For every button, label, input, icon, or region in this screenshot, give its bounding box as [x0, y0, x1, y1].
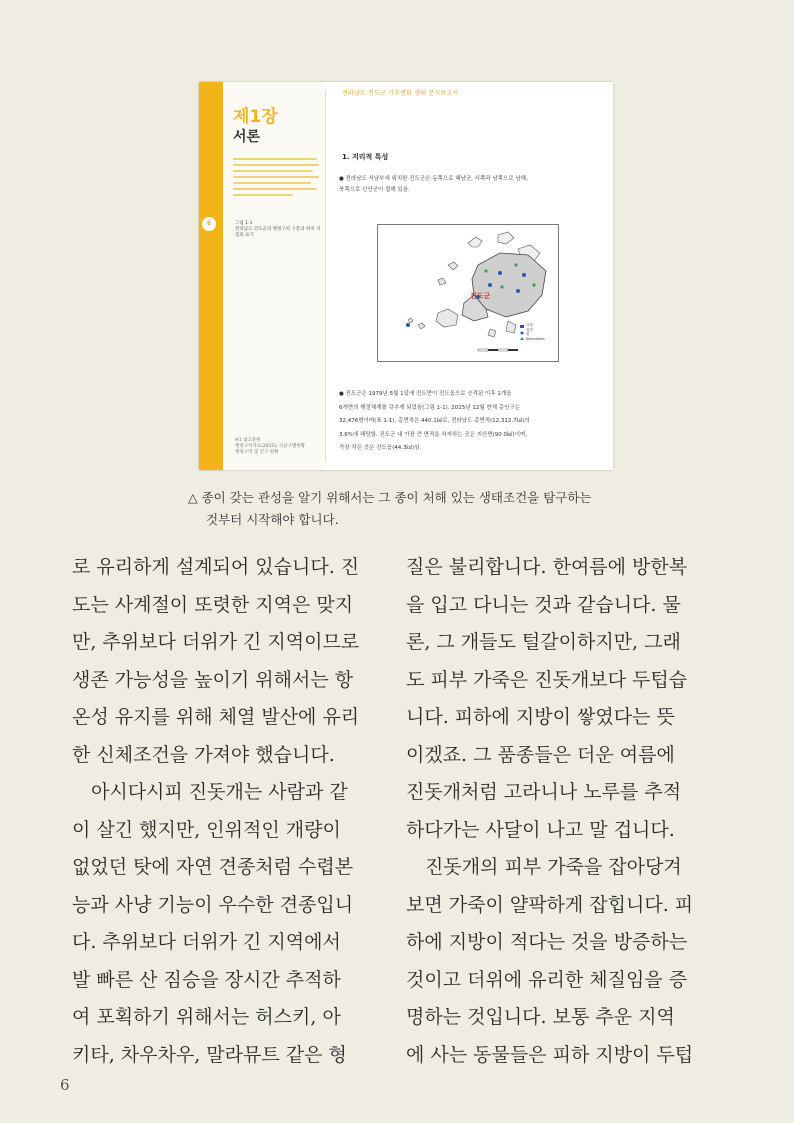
text-line: 한 신체조건을 가져야 했습니다. — [72, 743, 335, 766]
report-page-figure — [199, 82, 613, 470]
text-line: 도 피부 가죽은 진돗개보다 두텁습 — [406, 668, 688, 691]
left-column — [72, 549, 372, 1074]
text-line: 여 포획하기 위해서는 허스키, 아 — [72, 1006, 341, 1028]
section-title: 1. 지리적 특성 — [342, 153, 389, 161]
chapter-color-band — [199, 82, 223, 470]
caption-line-2: 것부터 시작해야 합니다. — [206, 512, 339, 527]
text-line: 명하는 것입니다. 보통 추운 지역 — [406, 1006, 675, 1028]
text-line: 하다가는 사달이 나고 말 겁니다. — [406, 818, 675, 841]
map-legend — [526, 323, 545, 341]
text-line: 하에 지방이 적다는 것을 방증하는 — [406, 931, 688, 953]
figure-side-caption: 그림 1-1 전라남도 진도군의 행정구역 구분과 위치 지점의 표기 — [235, 221, 321, 238]
text-line: 질은 불리합니다. 한여름에 방한복 — [406, 556, 688, 578]
figure-caption — [188, 487, 628, 531]
text-line: 이겠죠. 그 품종들은 더운 여름에 — [406, 743, 675, 766]
chapter-title: 서론 — [233, 129, 261, 145]
text-line: 온성 유지를 위해 체열 발산에 유리 — [72, 706, 360, 728]
bullet-paragraph-1: ● 전라남도 서남부에 위치한 진도군은 동쪽으로 해남군, 서쪽과 남쪽으로 남해, 북쪽으로 신안군이 접해 있음. — [339, 176, 528, 193]
chapter-intro-text — [233, 158, 319, 210]
text-line: 니다. 피하에 지방이 쌓였다는 뜻 — [406, 706, 675, 728]
sidebar-divider — [325, 90, 326, 462]
map-region-label: 진도군 — [470, 292, 491, 300]
legend-item: 섬 — [526, 332, 530, 336]
text-line: 없었던 탓에 자연 견종처럼 수렵본 — [72, 856, 354, 878]
report-header: 전라남도 진도군 기후변화 생태 분석보고서 — [342, 90, 459, 97]
right-column — [406, 549, 706, 1074]
caption-line-1: △ 종이 갖는 관성을 알기 위해서는 그 종이 처해 있는 생태조건을 탐구하는 — [188, 490, 592, 505]
legend-item: 읍면 — [526, 327, 533, 332]
text-line: 능과 사냥 기능이 우수한 견종입니 — [72, 893, 354, 916]
text-line: 보면 가죽이 얄팍하게 잡힙니다. 피 — [406, 893, 694, 916]
text-line: 것이고 더위에 유리한 체질임을 증 — [406, 968, 688, 991]
legend-item: Kilometers — [526, 336, 545, 341]
text-line: 을 입고 다니는 것과 같습니다. 물 — [406, 593, 681, 616]
text-line: 아시다시피 진돗개는 사람과 같 — [72, 781, 348, 803]
text-line: 생존 가능성을 높이기 위해서는 항 — [72, 668, 354, 691]
text-line: 진돗개처럼 고라니나 노루를 추적 — [406, 781, 682, 803]
text-line: 에 사는 동물들은 피하 지방이 두텁 — [406, 1043, 694, 1066]
chapter-number: 제1장 — [233, 107, 278, 127]
text-line: 키타, 차우차우, 말라뮤트 같은 형 — [72, 1043, 347, 1066]
text-line: 로 유리하게 설계되어 있습니다. 진 — [72, 556, 360, 578]
text-line: 도는 사계절이 또렷한 지역은 맞지 — [72, 593, 354, 616]
text-line: 론, 그 개들도 털갈이하지만, 그래 — [406, 631, 681, 653]
legend-item: 시청 — [526, 323, 533, 327]
text-line: 진돗개의 피부 가죽을 잡아당겨 — [406, 856, 682, 878]
jindo-map — [377, 224, 559, 362]
text-line: 발 빠른 산 짐승을 장시간 추적하 — [72, 968, 341, 991]
page-number: 6 — [60, 1076, 70, 1094]
text-line: 다. 추위보다 더위가 긴 지역에서 — [72, 931, 341, 953]
bullet-paragraph-2: ● 진도군은 1979년 5월 1일에 진도면이 진도읍으로 승격된 이후 1개읍 6개면의 행정체계를 갖추게 되었음(그림 1-1). 2015년 12월 현재 총인구는 32,476명이며(표 1-1), 총면적은 440.1㎢로, 전라남도 총면적(12,312.7㎢)의 3.6%에 해당함. 진도군 내 가장 큰 면적을 차지하는 곳은 지산면(90.0㎢)이며, 가장 작은 곳은 진도읍(44.3㎢)임. — [339, 391, 530, 451]
page-marker: 6 — [201, 216, 217, 232]
text-line: 만, 추위보다 더위가 긴 지역이므로 — [72, 631, 360, 653]
text-line: 이 살긴 했지만, 인위적인 개량이 — [72, 818, 341, 841]
figure-footnote: ※1 참고문헌 행정구역자료(2015), 시군구별현황 행정구역 및 인구 현황 — [235, 438, 305, 455]
